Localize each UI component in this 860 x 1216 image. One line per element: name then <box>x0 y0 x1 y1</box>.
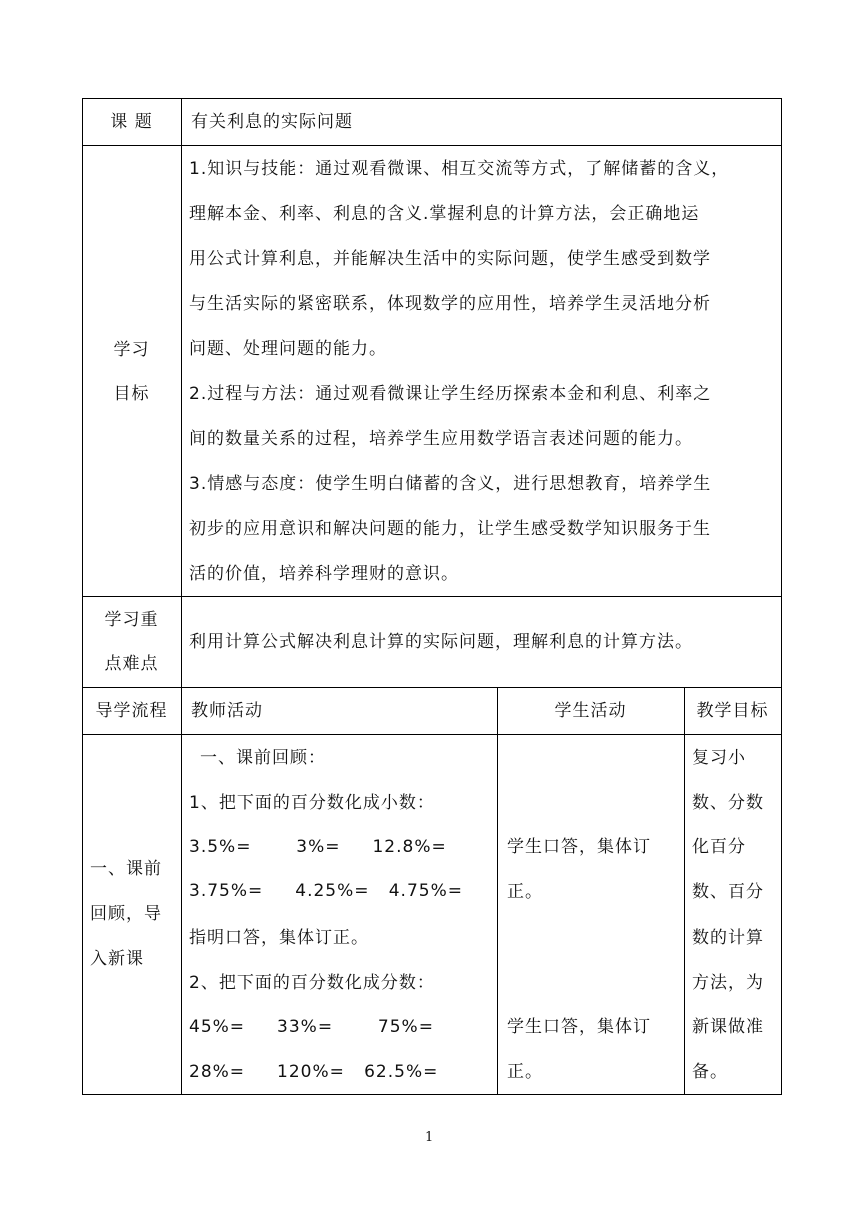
goals-line: 间的数量关系的过程，培养学生应用数学语言表述问题的能力。 <box>189 429 693 449</box>
teacher-line: 28%= 120%= 62.5%= <box>189 1062 439 1082</box>
student-line: 学生口答，集体订 <box>507 1017 651 1037</box>
objective-line: 复习小 <box>692 748 746 768</box>
key-label-line: 点难点 <box>104 654 159 674</box>
objective-line: 数、分数 <box>692 793 764 813</box>
goals-label-line: 学习 <box>113 340 150 360</box>
teacher-line: 45%= 33%= 75%= <box>189 1017 434 1037</box>
key-label-line: 学习重 <box>104 610 159 630</box>
goals-line: 问题、处理问题的能力。 <box>189 339 387 359</box>
objective-line: 数的计算 <box>692 928 764 948</box>
objective-line: 方法，为 <box>692 973 764 993</box>
student-line: 学生口答，集体订 <box>507 837 651 857</box>
stage-label-line: 一、课前 <box>90 859 162 879</box>
table-border-bottom <box>82 1094 782 1095</box>
objective-line: 数、百分 <box>692 882 764 902</box>
objective-line: 新课做准 <box>692 1017 764 1037</box>
teacher-line: 一、课前回顾： <box>200 748 326 768</box>
table-border-right <box>781 98 782 1095</box>
key-value: 利用计算公式解决利息计算的实际问题，理解利息的计算方法。 <box>189 632 693 652</box>
row-divider-2 <box>82 596 782 597</box>
label-column-divider <box>181 98 182 1095</box>
teacher-line: 1、把下面的百分数化成小数： <box>189 793 435 813</box>
goals-line: 用公式计算利息，并能解决生活中的实际问题，使学生感受到数学 <box>189 249 711 269</box>
flow-header-teacher: 教师活动 <box>191 701 263 721</box>
topic-label: 课 题 <box>110 112 153 132</box>
teacher-line: 2、把下面的百分数化成分数： <box>189 973 435 993</box>
goals-line: 与生活实际的紧密联系，体现数学的应用性，培养学生灵活地分析 <box>189 294 711 314</box>
objective-line: 备。 <box>692 1062 728 1082</box>
objective-line: 化百分 <box>692 837 746 857</box>
objective-column-divider <box>684 687 685 1095</box>
goals-label-line: 目标 <box>113 384 150 404</box>
page-number: 1 <box>425 1130 434 1145</box>
teacher-line: 指明口答，集体订正。 <box>189 928 369 948</box>
flow-header-student: 学生活动 <box>554 701 627 721</box>
goals-line: 1.知识与技能：通过观看微课、相互交流等方式，了解储蓄的含义， <box>189 159 730 179</box>
student-line: 正。 <box>507 1062 543 1082</box>
teacher-line: 3.5%= 3%= 12.8%= <box>189 837 447 857</box>
row-divider-4 <box>82 734 782 735</box>
teacher-line: 3.75%= 4.25%= 4.75%= <box>189 881 463 901</box>
stage-label-line: 回顾，导 <box>90 904 162 924</box>
flow-header-stage: 导学流程 <box>95 701 168 721</box>
goals-line: 3.情感与态度：使学生明白储蓄的含义，进行思想教育，培养学生 <box>189 474 712 494</box>
table-border-top <box>82 98 782 99</box>
table-border-left <box>82 98 83 1095</box>
goals-line: 初步的应用意识和解决问题的能力，让学生感受数学知识服务于生 <box>189 519 711 539</box>
topic-value: 有关利息的实际问题 <box>191 112 353 132</box>
goals-line: 活的价值，培养科学理财的意识。 <box>189 564 459 584</box>
stage-label-line: 入新课 <box>90 949 144 969</box>
row-divider-1 <box>82 145 782 146</box>
student-column-divider <box>497 687 498 1095</box>
flow-header-objective: 教学目标 <box>696 701 769 721</box>
goals-line: 2.过程与方法：通过观看微课让学生经历探索本金和利息、利率之 <box>189 384 712 404</box>
goals-line: 理解本金、利率、利息的含义.掌握利息的计算方法，会正确地运 <box>189 204 700 224</box>
student-line: 正。 <box>507 882 543 902</box>
row-divider-3 <box>82 687 782 688</box>
